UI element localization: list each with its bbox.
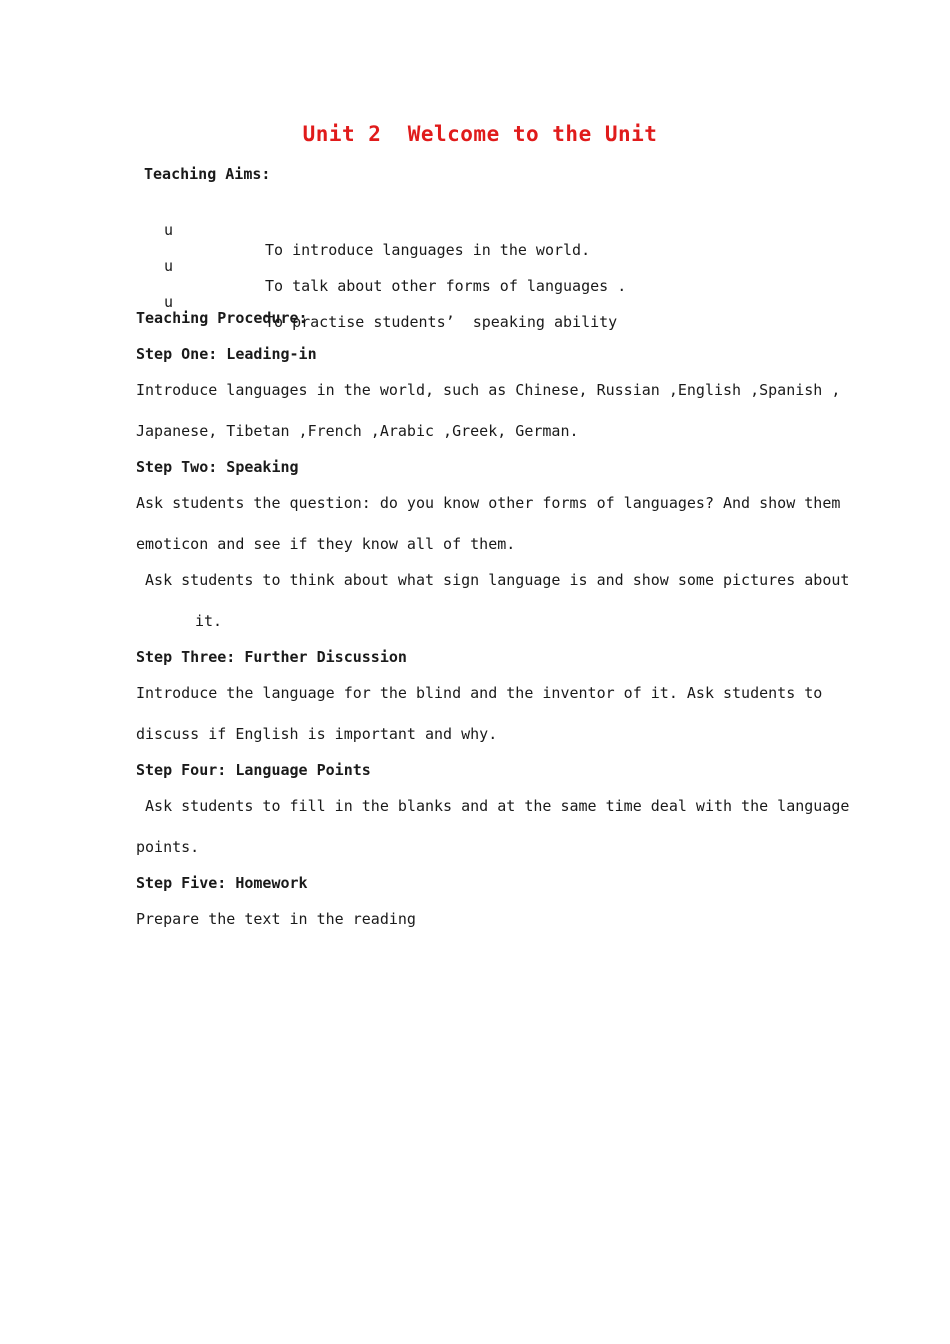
step-text-line: Ask students the question: do you know other forms of languages? And show them [136,494,841,512]
step-text-line: it. [195,612,223,630]
bullet-marker: u [164,221,174,239]
procedure-heading: Teaching Procedure: [136,309,308,327]
aim-text: To practise students’ speaking ability [265,313,618,331]
document-title: Unit 2 Welcome to the Unit [302,122,658,146]
step-text-line: Introduce languages in the world, such as Chinese, Russian ,English ,Spanish , [136,381,841,399]
bullet-marker: u [164,257,174,275]
step-heading: Step Four: Language Points [136,761,371,779]
step-heading: Step One: Leading-in [136,345,317,363]
bullet-marker: u [164,293,174,311]
step-text-line: Ask students to think about what sign language is and show some pictures about [136,571,850,589]
aim-text: To introduce languages in the world. [265,241,591,259]
step-text-line: Ask students to fill in the blanks and at the same time deal with the language [136,797,850,815]
step-text-line: Japanese, Tibetan ,French ,Arabic ,Greek, German. [136,422,579,440]
teaching-aims-heading: Teaching Aims: [144,165,271,183]
step-text-line: Introduce the language for the blind and the inventor of it. Ask students to [136,684,823,702]
step-heading: Step Five: Homework [136,874,308,892]
step-text-line: Prepare the text in the reading [136,910,416,928]
step-text-line: points. [136,838,200,856]
step-heading: Step Two: Speaking [136,458,299,476]
aim-text: To talk about other forms of languages . [265,277,627,295]
step-text-line: discuss if English is important and why. [136,725,498,743]
step-text-line: emoticon and see if they know all of them. [136,535,516,553]
step-heading: Step Three: Further Discussion [136,648,407,666]
